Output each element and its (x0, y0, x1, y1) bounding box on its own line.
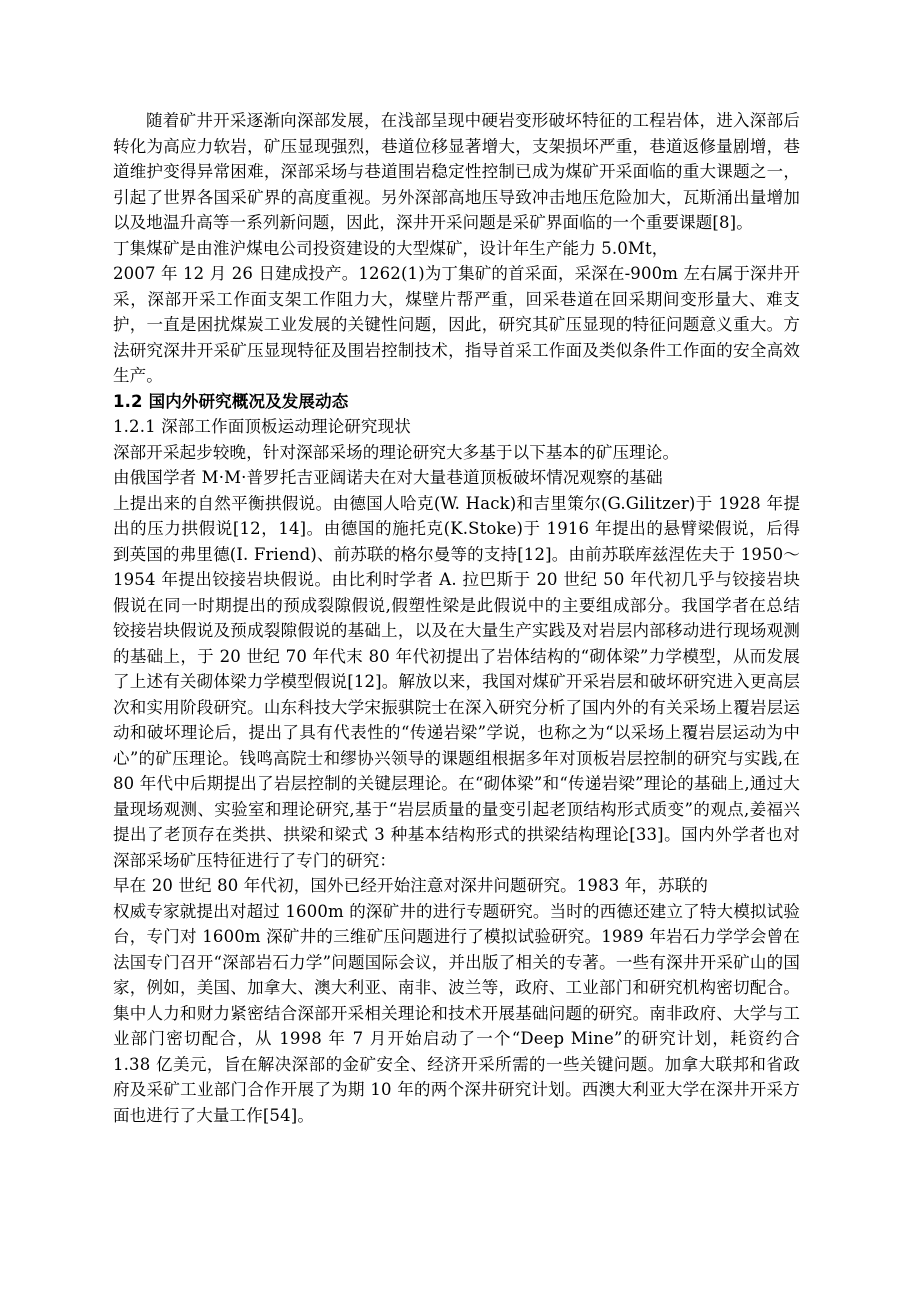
paragraph-hypotheses-line1: 由俄国学者 M·M·普罗托吉亚阔诺夫在对大量巷道顶板破坏情况观察的基础 (113, 468, 663, 487)
subsection-heading-1-2-1: 1.2.1 深部工作面顶板运动理论研究现状 (113, 417, 411, 436)
paragraph-deep-mining-intro: 随着矿井开采逐渐向深部发展，在浅部呈现中硬岩变形破坏特征的工程岩体，进入深部后转化为高应力软岩，矿压显现强烈，巷道位移显著增大，支架损坏严重，巷道返修量剧增，巷道维护变得异常困难，深部采场与巷道围岩稳定性控制已成为煤矿开采面临的重大课题之一，引起了世界各国采矿界的高度重视。另外深部高地压导致冲击地压危险加大，瓦斯涌出量增加以及地温升高等一系列新问题，因此，深井开采问题是采矿界面临的一个重要课题[8]。 (113, 111, 800, 232)
paragraph-dingji-line1: 丁集煤矿是由淮沪煤电公司投资建设的大型煤矿，设计年生产能力 5.0Mt， (113, 238, 669, 258)
paragraph-theory-intro: 深部开采起步较晚，针对深部采场的理论研究大多基于以下基本的矿压理论。 (113, 442, 680, 462)
paragraph-hypotheses-body: 上提出来的自然平衡拱假说。由德国人哈克(W. Hack)和吉里策尔(G.Gilitzer)于 1928 年提出的压力拱假说[12，14]。由德国的施托克(K.Stoke)于 1916 年提出的悬臂梁假说，后得到英国的弗里德(I. Friend)、前苏联的格尔曼等的支持[12]。由前苏联库兹涅佐夫于 1950～1954 年提出铰接岩块假说。由比利时学者 A. 拉巴斯于 20 世纪 50 年代初几乎与铰接岩块假说在同一时期提出的预成裂隙假说,假塑性梁是此假说中的主要组成部分。我国学者在总结铰接岩块假说及预成裂隙假说的基础上，以及在大量生产实践及对岩层内部移动进行现场观测的基础上，于 20 世纪 70 年代末 80 年代初提出了岩体结构的“砌体梁”力学模型，从而发展了上述有关砌体梁力学模型假说[12]。解放以来，我国对煤矿开采岩层和破坏研究进入更高层次和实用阶段研究。山东科技大学宋振骐院士在深入研究分析了国内外的有关采场上覆岩层运动和破坏理论后，提出了具有代表性的“传递岩梁”学说，也称之为“以采场上覆岩层运动为中心”的矿压理论。钱鸣高院士和缪协兴领导的课题组根据多年对顶板岩层控制的研究与实践,在 80 年代中后期提出了岩层控制的关键层理论。在“砌体梁”和“传递岩梁”理论的基础上,通过大量现场观测、实验室和理论研究,基于“岩层质量的量变引起老顶结构形式质变”的观点,姜福兴提出了老顶存在类拱、拱梁和梁式 3 种基本结构形式的拱梁结构理论[33]。国内外学者也对深部采场矿压特征进行了专门的研究： (113, 493, 800, 870)
paragraph-foreign-research-line1: 早在 20 世纪 80 年代初，国外已经开始注意对深井问题研究。1983 年，苏联的 (113, 876, 709, 895)
paragraph-foreign-research-body: 权威专家就提出对超过 1600m 的深矿井的进行专题研究。当时的西德还建立了特大模拟试验台，专门对 1600m 深矿井的三维矿压问题进行了模拟试验研究。1989 年岩石力学学会曾在法国专门召开“深部岩石力学”问题国际会议，并出版了相关的专著。一些有深井开采矿山的国家，例如，美国、加拿大、澳大利亚、南非、波兰等，政府、工业部门和研究机构密切配合。集中人力和财力紧密结合深部开采相关理论和技术开展基础问题的研究。南非政府、大学与工业部门密切配合，从 1998 年 7 月开始启动了一个“Deep Mine”的研究计划，耗资约合 1.38 亿美元，旨在解决深部的金矿安全、经济开采所需的一些关键问题。加拿大联邦和省政府及采矿工业部门合作开展了为期 10 年的两个深井研究计划。西澳大利亚大学在深井开采方面也进行了大量工作[54]。 (113, 901, 800, 1125)
paragraph-dingji-body: 2007 年 12 月 26 日建成投产。1262(1)为丁集矿的首采面，采深在-900m 左右属于深井开采，深部开采工作面支架工作阻力大，煤壁片帮严重，回采巷道在回采期间变形量大、难支护，一直是困扰煤炭工业发展的关键性问题，因此，研究其矿压显现的特征问题意义重大。方法研究深井开采矿压显现特征及围岩控制技术，指导首采工作面及类似条件工作面的安全高效生产。 (113, 264, 800, 385)
section-heading-1-2: 1.2 国内外研究概况及发展动态 (113, 391, 349, 411)
